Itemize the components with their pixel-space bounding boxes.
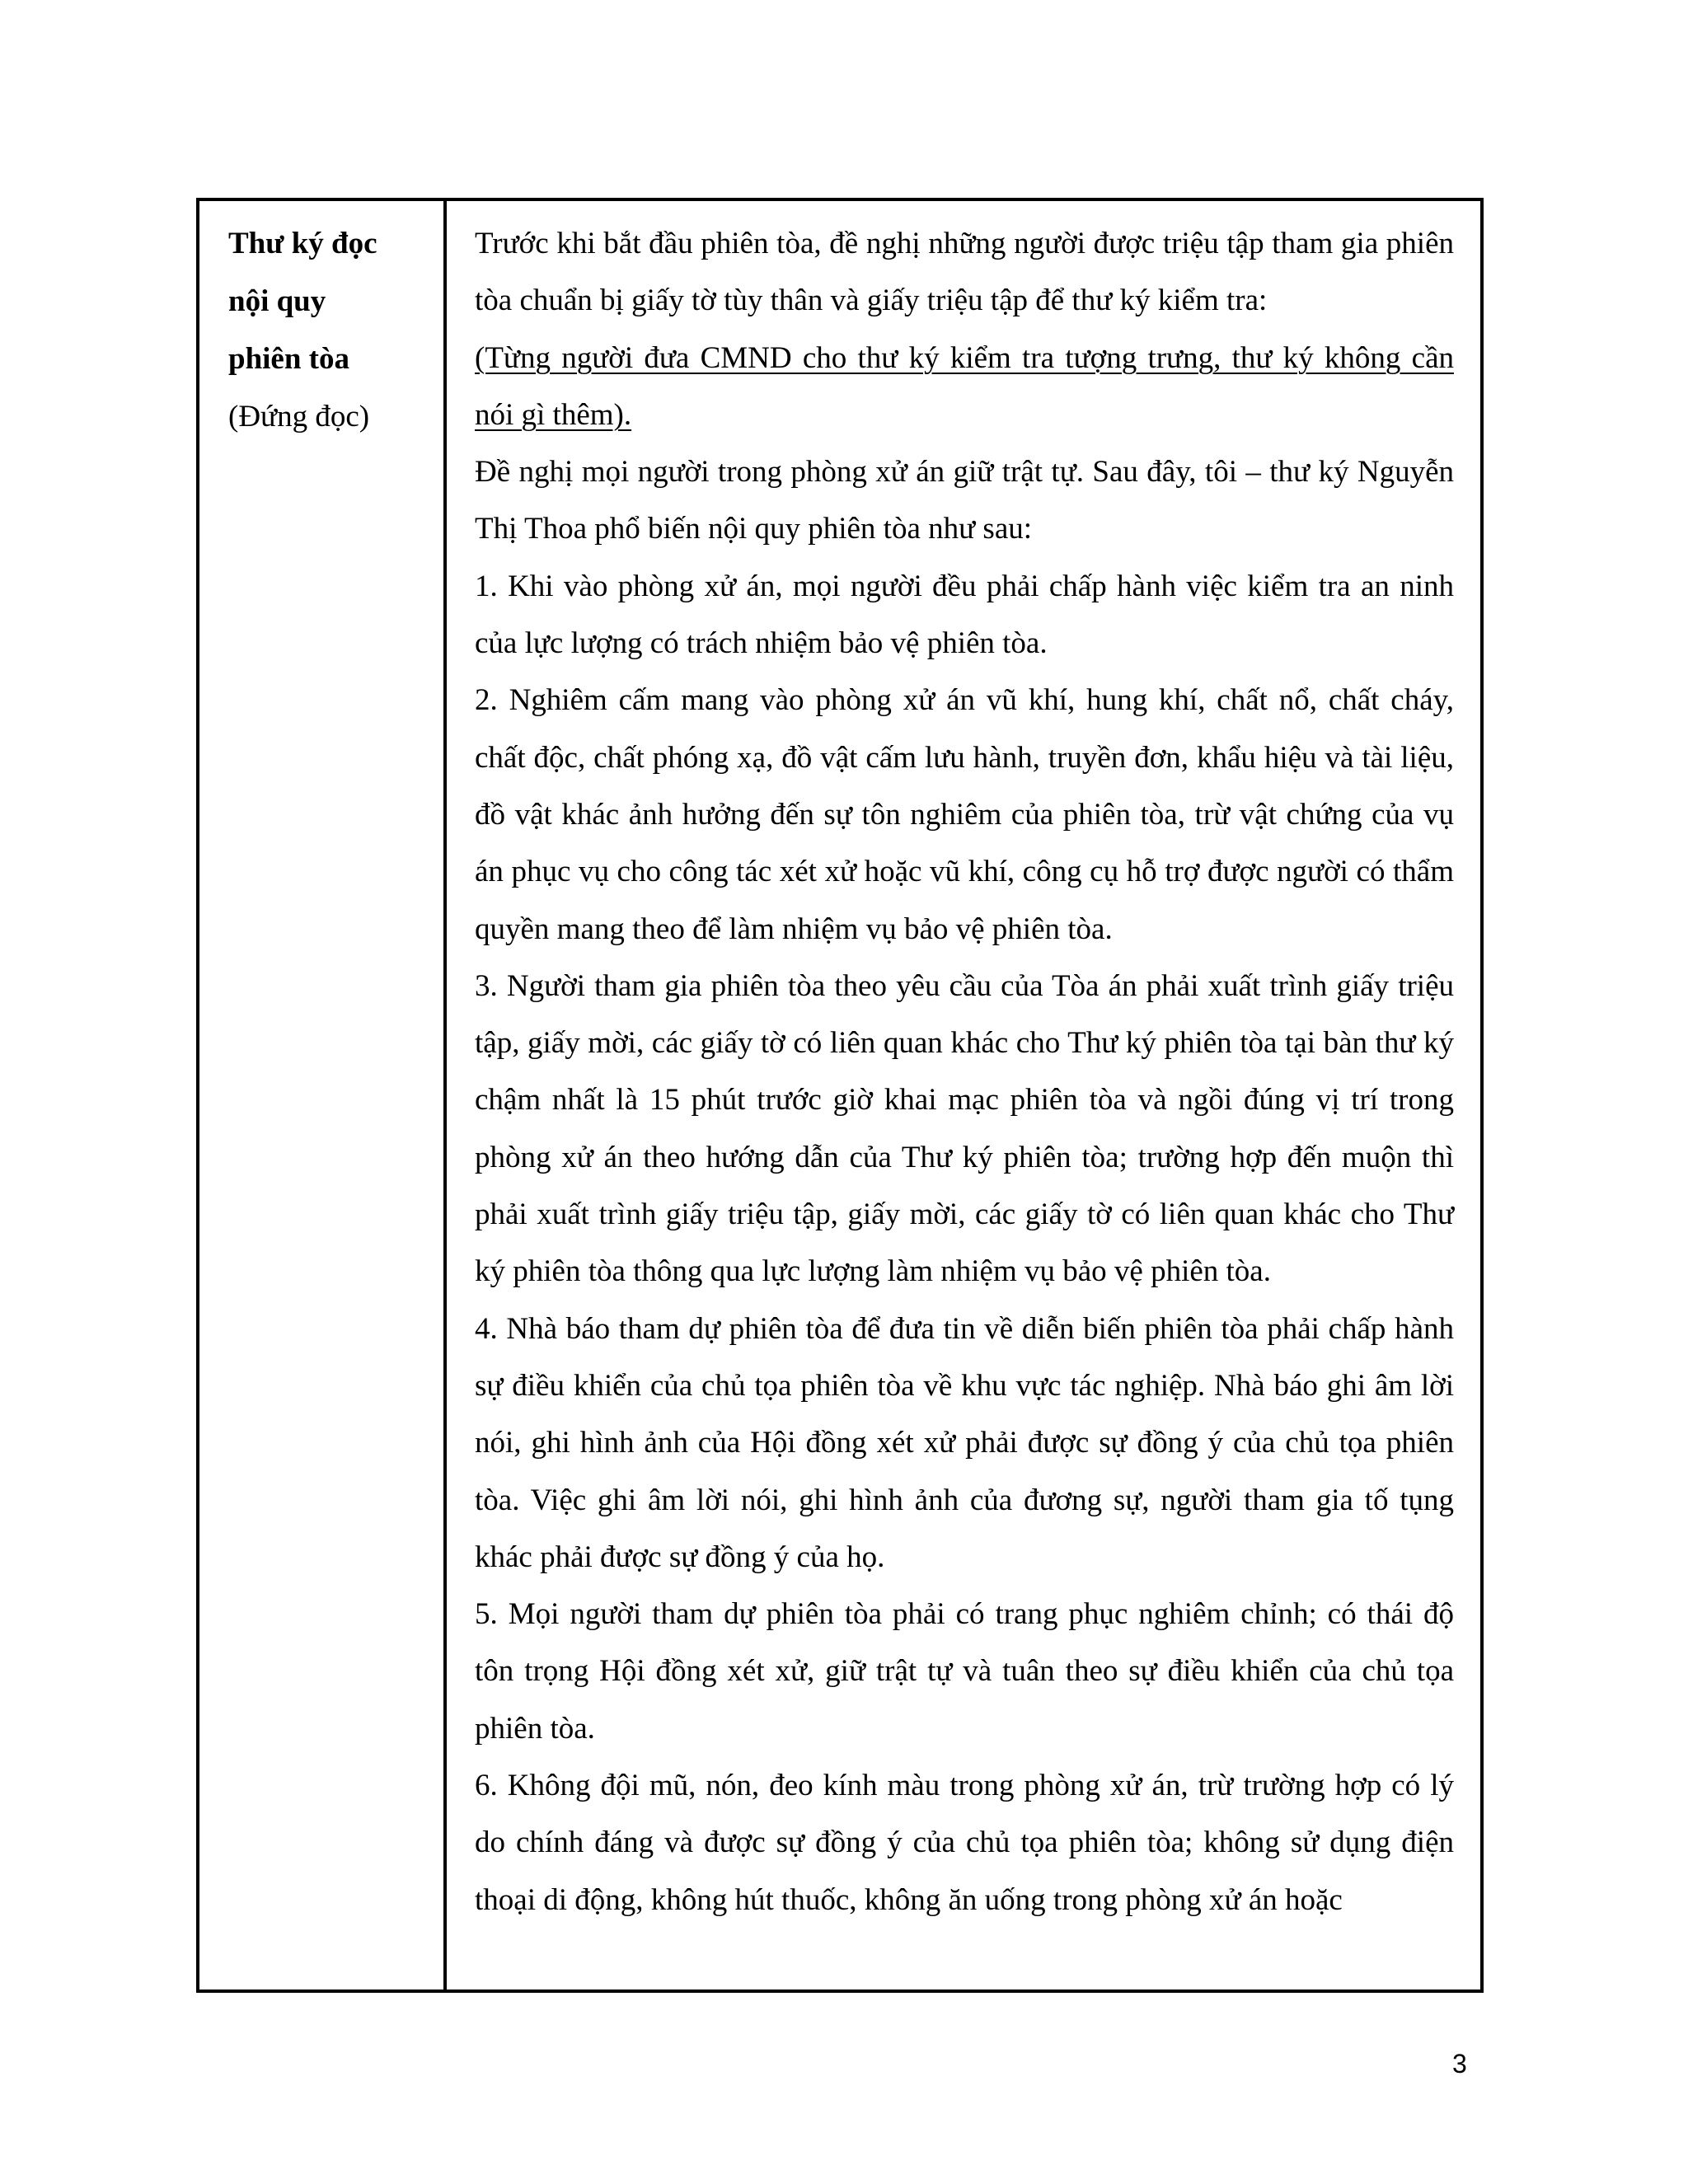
role-cell: [199, 201, 447, 1990]
rule-item: 5. Mọi người tham dự phiên tòa phải có trang phục nghiêm chỉnh; có thái độ tôn trọng Hội đồng xét xử, giữ trật tự và tuân theo sự điều khiển của chủ tọa phiên tòa.: [475, 1597, 1454, 1746]
rule-item: 2. Nghiêm cấm mang vào phòng xử án vũ khí, hung khí, chất nổ, chất cháy, chất độc, chất phóng xạ, đồ vật cấm lưu hành, truyền đơn, khẩu hiệu và tài liệu, đồ vật khác ảnh hưởng đến sự tôn nghiêm của phiên tòa, trừ vật chứng của vụ án phục vụ cho công tác xét xử hoặc vũ khí, công cụ hỗ trợ được người có thẩm quyền mang theo để làm nhiệm vụ bảo vệ phiên tòa.: [475, 683, 1454, 946]
page-number: 3: [1452, 2049, 1467, 2079]
script-cell: [447, 201, 1480, 1990]
role-line: phiên tòa: [228, 342, 350, 376]
rule-item: 6. Không đội mũ, nón, đeo kính màu trong phòng xử án, trừ trường hợp có lý do chính đáng và được sự đồng ý của chủ tọa phiên tòa; không sử dụng điện thoại di động, không hút thuốc, không ăn uống trong phòng xử án hoặc: [475, 1769, 1454, 1917]
role-line: nội quy: [228, 284, 326, 318]
role-note: (Đứng đọc): [228, 400, 370, 434]
rule-item: 4. Nhà báo tham dự phiên tòa để đưa tin về diễn biến phiên tòa phải chấp hành sự điều khiển của chủ tọa phiên tòa về khu vực tác nghiệp. Nhà báo ghi âm lời nói, ghi hình ảnh của Hội đồng xét xử phải được sự đồng ý của chủ tọa phiên tòa. Việc ghi âm lời nói, ghi hình ảnh của đương sự, người tham gia tố tụng khác phải được sự đồng ý của họ.: [475, 1311, 1454, 1574]
procedure-table: [196, 198, 1484, 1993]
role-line: Thư ký đọc: [228, 227, 377, 260]
rule-item: 1. Khi vào phòng xử án, mọi người đều phải chấp hành việc kiểm tra an ninh của lực lượng có trách nhiệm bảo vệ phiên tòa.: [475, 569, 1454, 661]
stage-direction: (Từng người đưa CMND cho thư ký kiểm tra tượng trưng, thư ký không cần nói gì thêm).: [475, 340, 1454, 432]
rule-item: 3. Người tham gia phiên tòa theo yêu cầu của Tòa án phải xuất trình giấy triệu tập, giấy mời, các giấy tờ có liên quan khác cho Thư ký phiên tòa tại bàn thư ký chậm nhất là 15 phút trước giờ khai mạc phiên tòa và ngồi đúng vị trí trong phòng xử án theo hướng dẫn của Thư ký phiên tòa; trường hợp đến muộn thì phải xuất trình giấy triệu tập, giấy mời, các giấy tờ có liên quan khác cho Thư ký phiên tòa thông qua lực lượng làm nhiệm vụ bảo vệ phiên tòa.: [475, 968, 1454, 1289]
order-request-paragraph: Đề nghị mọi người trong phòng xử án giữ trật tự. Sau đây, tôi – thư ký Nguyễn Thị Thoa phổ biến nội quy phiên tòa như sau:: [475, 455, 1454, 546]
intro-paragraph: Trước khi bắt đầu phiên tòa, đề nghị những người được triệu tập tham gia phiên tòa chuẩn bị giấy tờ tùy thân và giấy triệu tập để thư ký kiểm tra:: [475, 227, 1454, 318]
